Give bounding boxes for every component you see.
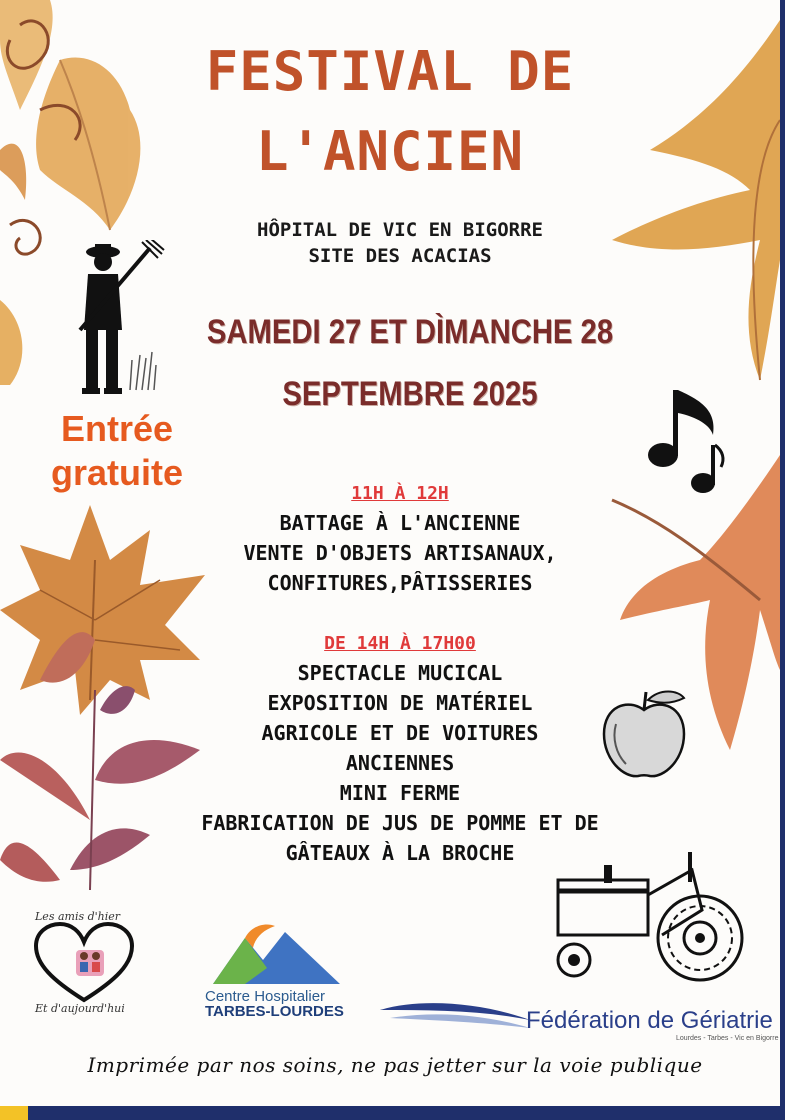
dates-line1: SAMEDI 27 ET DÌMANCHE 28 [206, 313, 614, 351]
activity-item: AGRICOLE ET DE VOITURES [261, 721, 539, 745]
amis-logo-top-text: Les amis d'hier [35, 910, 121, 923]
swoosh-logo-icon [380, 998, 530, 1034]
afternoon-time: DE 14H À 17H00 [324, 633, 476, 654]
entry-free-line2: gratuite [50, 452, 183, 493]
activity-item: VENTE D'OBJETS ARTISANAUX, [243, 541, 557, 565]
activity-item: GÂTEAUX À LA BROCHE [285, 841, 515, 865]
frame-right-edge [780, 0, 785, 1120]
amis-logo-bottom-text: Et d'aujourd'hui [35, 1002, 125, 1015]
frame-bottom-edge [28, 1106, 785, 1120]
federation-subtitle: Lourdes - Tarbes - Vic en Bigorre [676, 1035, 779, 1042]
hospital-name-line2: TARBES-LOURDES [205, 1003, 344, 1020]
afternoon-activities [150, 658, 650, 868]
autumn-leaf-icon [0, 0, 140, 230]
activity-item: EXPOSITION DE MATÉRIEL [267, 691, 533, 715]
entry-free-line1: Entrée [60, 408, 174, 449]
morning-time: 11H À 12H [351, 483, 449, 504]
activity-item: BATTAGE À L'ANCIENNE [279, 511, 521, 535]
hospital-name-line1: Centre Hospitalier [205, 988, 326, 1005]
music-notes-icon [645, 385, 730, 500]
tractor-icon [552, 850, 747, 985]
dates-line2: SEPTEMBRE 2025 [282, 375, 538, 413]
farmer-with-pitchfork-icon [70, 240, 165, 400]
activity-item: SPECTACLE MUCICAL [297, 661, 503, 685]
federation-name: Fédération de Gériatrie [526, 1007, 773, 1034]
mountain-logo-icon [205, 920, 345, 988]
activity-item: FABRICATION DE JUS DE POMME ET DE [201, 811, 599, 835]
heart-logo-icon [32, 922, 137, 1004]
venue-line2: SITE DES ACACIAS [308, 245, 492, 267]
activity-item: MINI FERME [339, 781, 461, 805]
activity-item: CONFITURES,PÂTISSERIES [267, 571, 533, 595]
footer-notice: Imprimée par nos soins, ne pas jetter sur la voie publique [87, 1053, 703, 1077]
frame-corner [0, 1106, 28, 1120]
festival-title-line1: FESTIVAL DE [205, 40, 575, 103]
morning-activities [150, 508, 650, 598]
festival-title-line2: L'ANCIEN [255, 120, 525, 183]
activity-item: ANCIENNES [345, 751, 455, 775]
venue-line1: HÔPITAL DE VIC EN BIGORRE [257, 219, 543, 241]
